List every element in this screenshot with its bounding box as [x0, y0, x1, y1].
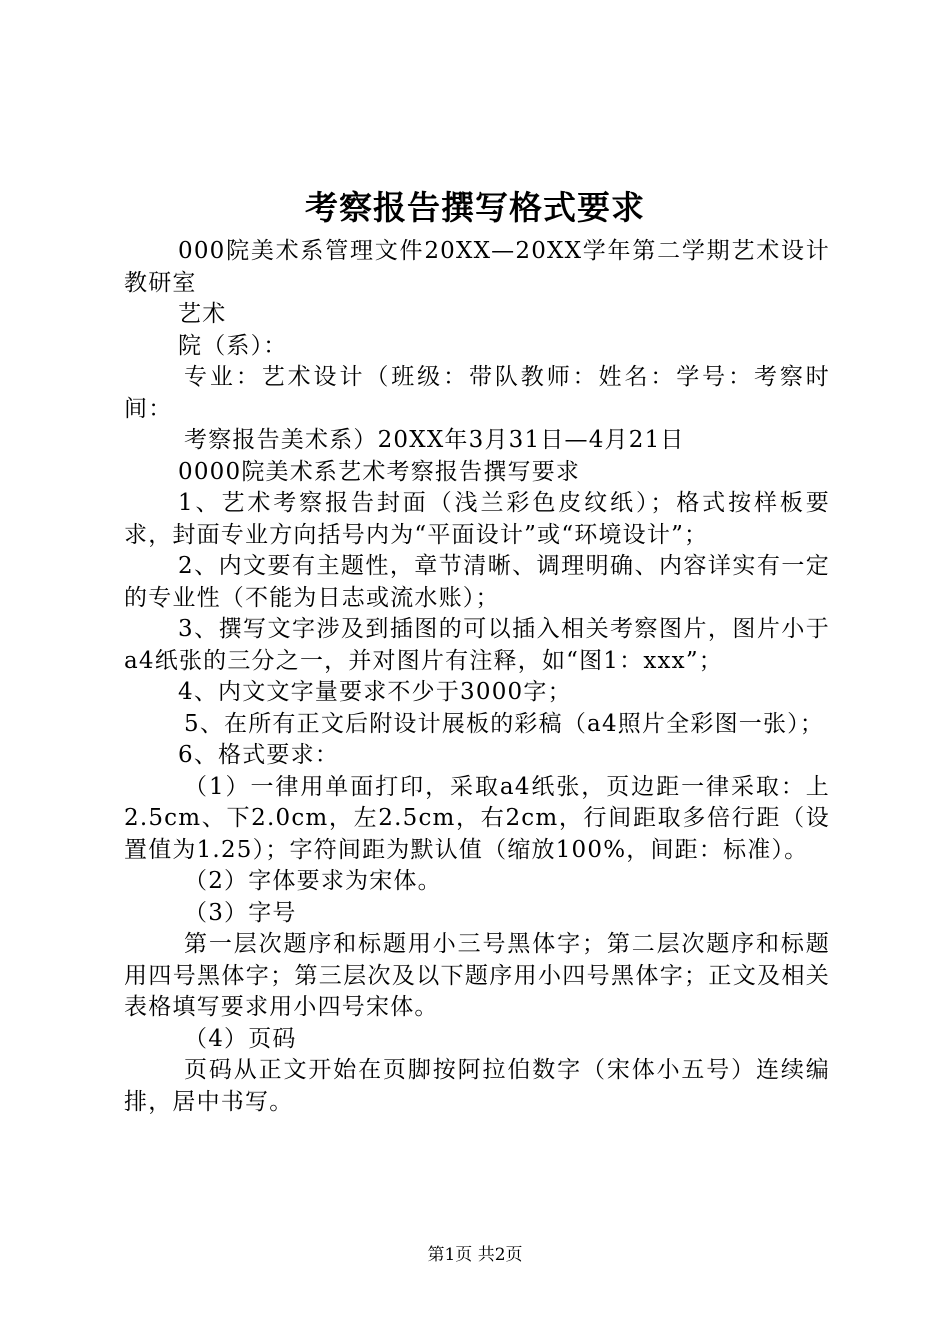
paragraph-format-1: （1）一律用单面打印，采取a4纸张，页边距一律采取：上2.5cm、下2.0cm，左2.5cm，右2cm，行间距取多倍行距（设置值为1.25）；字符间距为默认值（缩放100%，间距：标准）。 [124, 773, 830, 863]
paragraph-item-3: 3、撰写文字涉及到插图的可以插入相关考察图片，图片小于a4纸张的三分之一，并对图片有注释，如“图1：xxx”； [124, 616, 830, 674]
paragraph-item-5: 5、在所有正文后附设计展板的彩稿（a4照片全彩图一张）； [184, 710, 825, 737]
paragraph-header: 000院美术系管理文件20XX—20XX学年第二学期艺术设计教研室 [124, 238, 830, 296]
paragraph-format-2: （2）字体要求为宋体。 [184, 868, 442, 894]
paragraph-item-4: 4、内文文字量要求不少于3000字； [178, 679, 572, 705]
page-footer: 第1页 共2页 [427, 1245, 523, 1265]
paragraph-format-3: （3）字号 [184, 899, 297, 926]
paragraph-item-1: 1、艺术考察报告封面（浅兰彩色皮纹纸）；格式按样板要求，封面专业方向括号内为“平面设计”或“环境设计”； [124, 490, 830, 548]
paragraph-item-6: 6、格式要求： [178, 742, 340, 768]
paragraph-page-numbers: 页码从正文开始在页脚按阿拉伯数字（宋体小五号）连续编排，居中书写。 [124, 1057, 830, 1115]
paragraph-art: 艺术 [178, 301, 227, 327]
paragraph-font-sizes: 第一层次题序和标题用小三号黑体字；第二层次题序和标题用四号黑体字；第三层次及以下题序用小四号黑体字；正文及相关表格填写要求用小四号宋体。 [124, 931, 830, 1020]
paragraph-format-4: （4）页码 [184, 1025, 297, 1052]
paragraph-major: 专业：艺术设计（班级：带队教师：姓名：学号：考察时间： [124, 364, 830, 422]
document-body [124, 236, 830, 1118]
paragraph-item-2: 2、内文要有主题性，章节清晰、调理明确、内容详实有一定的专业性（不能为日志或流水账）； [124, 553, 830, 611]
paragraph-department: 院（系）： [178, 332, 288, 359]
paragraph-report-date: 考察报告美术系）20XX年3月31日—4月21日 [184, 427, 685, 453]
paragraph-requirements-heading: 0000院美术系艺术考察报告撰写要求 [178, 458, 581, 485]
document-title: 考察报告撰写格式要求 [305, 188, 645, 227]
